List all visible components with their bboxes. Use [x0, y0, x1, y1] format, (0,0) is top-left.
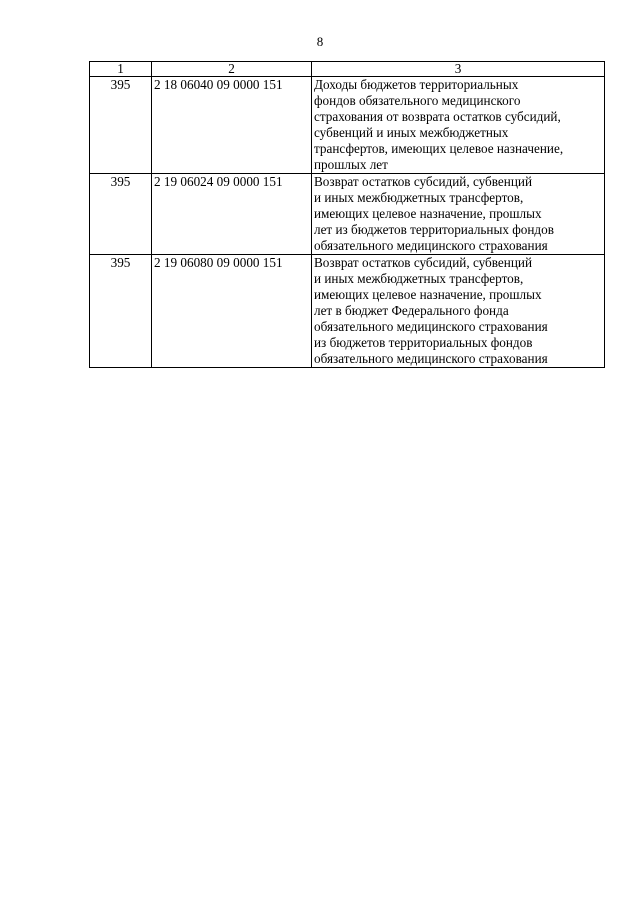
description-line: страхования от возврата остатков субсидий, — [314, 109, 561, 124]
table-header-row — [90, 62, 605, 77]
budget-code-cell: 2 19 06024 09 0000 151 — [152, 174, 312, 255]
description-line: из бюджетов территориальных фондов — [314, 335, 533, 350]
description-cell — [312, 77, 605, 174]
description-line: имеющих целевое назначение, прошлых — [314, 206, 542, 221]
header-col-1: 1 — [90, 62, 152, 77]
description-line: обязательного медицинского страхования — [314, 351, 548, 366]
description-line: имеющих целевое назначение, прошлых — [314, 287, 542, 302]
admin-code-cell: 395 — [90, 174, 152, 255]
description-line: лет в бюджет Федерального фонда — [314, 303, 509, 318]
description-line: фондов обязательного медицинского — [314, 93, 521, 108]
description-line: Доходы бюджетов территориальных — [314, 77, 519, 92]
description-line: трансфертов, имеющих целевое назначение, — [314, 141, 564, 156]
budget-codes-table — [89, 61, 605, 368]
description-line: Возврат остатков субсидий, субвенций — [314, 255, 532, 270]
page-number: 8 — [316, 34, 324, 49]
description-line: и иных межбюджетных трансфертов, — [314, 190, 524, 205]
description-line: лет из бюджетов территориальных фондов — [314, 222, 554, 237]
admin-code-cell: 395 — [90, 77, 152, 174]
table-row — [90, 174, 605, 255]
header-col-3: 3 — [312, 62, 605, 77]
description-line: обязательного медицинского страхования — [314, 319, 548, 334]
description-line: и иных межбюджетных трансфертов, — [314, 271, 524, 286]
header-col-2: 2 — [152, 62, 312, 77]
description-cell — [312, 255, 605, 368]
admin-code-cell: 395 — [90, 255, 152, 368]
description-line: прошлых лет — [314, 157, 388, 172]
table-row — [90, 77, 605, 174]
table-row — [90, 255, 605, 368]
description-line: субвенций и иных межбюджетных — [314, 125, 509, 140]
budget-code-cell: 2 18 06040 09 0000 151 — [152, 77, 312, 174]
description-line: обязательного медицинского страхования — [314, 238, 548, 253]
budget-code-cell: 2 19 06080 09 0000 151 — [152, 255, 312, 368]
description-cell — [312, 174, 605, 255]
description-line: Возврат остатков субсидий, субвенций — [314, 174, 532, 189]
